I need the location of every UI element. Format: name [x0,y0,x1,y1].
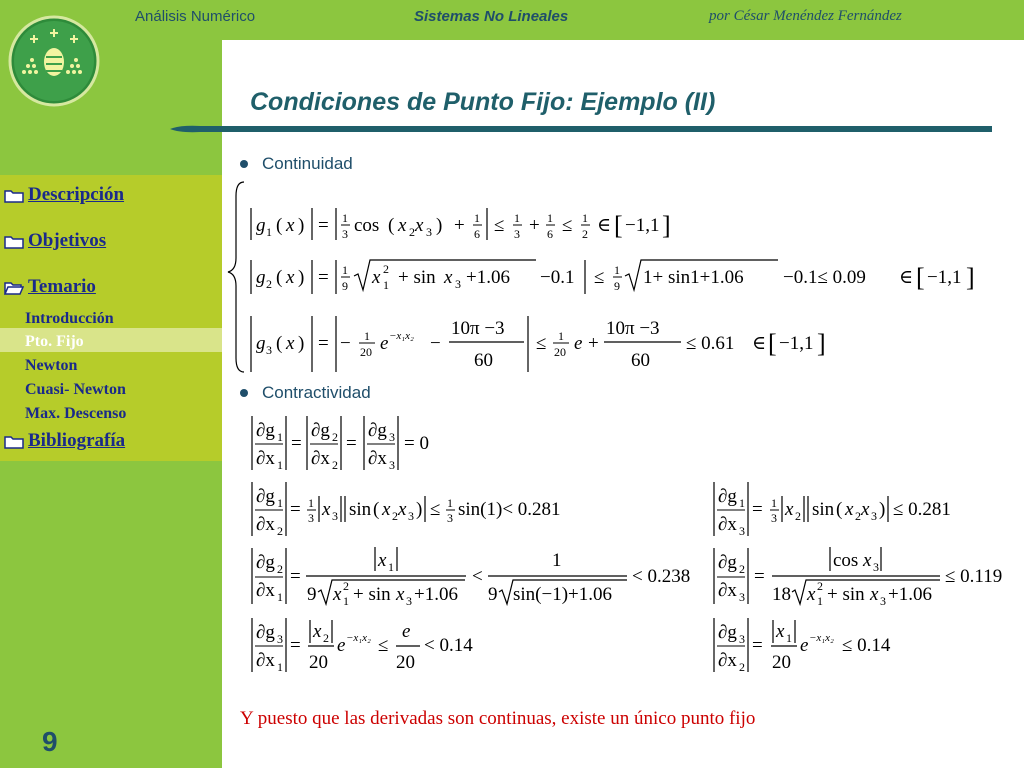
svg-text:3: 3 [389,430,395,444]
svg-text:1: 1 [817,594,823,608]
svg-text:1: 1 [514,211,520,225]
svg-text:6: 6 [547,227,553,241]
svg-text:(: ( [276,333,283,354]
svg-text:10π −3: 10π −3 [606,318,660,339]
svg-text:3: 3 [277,632,283,646]
author-name: por César Menéndez Fernández [709,8,902,24]
svg-text:sin: sin [812,499,835,520]
folder-icon [4,234,24,249]
svg-text:3: 3 [871,509,877,523]
svg-text:2: 2 [383,262,389,276]
svg-text:]: ] [662,211,671,240]
svg-text:e: e [800,635,809,656]
svg-text:(: ( [388,215,395,236]
svg-text:): ) [298,267,305,288]
svg-text:∂g: ∂g [256,622,275,643]
svg-text:2: 2 [739,660,745,674]
nav-section-label: Bibliografía [28,430,126,451]
svg-text:1: 1 [582,211,588,225]
nav-section-label: Descripción [28,184,125,205]
svg-text:3: 3 [771,511,777,525]
svg-text:≤: ≤ [536,333,547,354]
equation-g3-continuity [251,316,826,372]
svg-text:∂g: ∂g [718,486,737,507]
svg-text:3: 3 [332,509,338,523]
svg-text:−x₁x₂: −x₁x₂ [389,330,414,342]
svg-text:1: 1 [308,496,314,510]
svg-text:x: x [396,584,405,605]
svg-text:3: 3 [455,277,461,291]
svg-text:∈: ∈ [597,215,612,236]
svg-text:(: ( [276,215,283,236]
svg-text:−1,1: −1,1 [927,267,962,288]
svg-text:9: 9 [307,584,317,605]
svg-text:x: x [415,215,424,236]
svg-text:60: 60 [474,350,493,371]
svg-text:=: = [318,267,329,288]
svg-text:≤: ≤ [494,215,505,236]
svg-text:3: 3 [447,511,453,525]
svg-text:2: 2 [409,225,415,239]
svg-text:x: x [861,499,870,520]
svg-text:]: ] [817,329,826,358]
svg-text:1: 1 [266,225,272,239]
svg-text:+1.06: +1.06 [888,584,932,605]
svg-text:1: 1 [277,496,283,510]
svg-text:3: 3 [389,458,395,472]
svg-text:3: 3 [266,343,272,357]
svg-text:=: = [318,333,329,354]
page-number: 9 [42,726,58,757]
svg-text:20: 20 [360,345,372,359]
svg-text:18: 18 [772,584,791,605]
derivative-dg1-dx2 [252,482,561,538]
svg-text:e: e [574,333,583,354]
svg-text:2: 2 [855,509,861,523]
svg-text:[: [ [614,211,623,240]
svg-text:1: 1 [342,263,348,277]
svg-text:3: 3 [408,509,414,523]
svg-text:9: 9 [342,279,348,293]
svg-text:g: g [256,267,266,288]
svg-text:x: x [286,333,295,354]
svg-text:1: 1 [383,278,389,292]
nav-item-introduccion[interactable]: Introducción [25,310,114,327]
svg-text:+ sin: + sin [353,584,391,605]
svg-text:[: [ [768,329,777,358]
svg-text:=: = [291,433,302,454]
svg-text:x: x [378,550,387,571]
svg-text:x: x [444,267,453,288]
derivative-dg3-dx2 [714,618,891,674]
svg-text:x: x [333,584,342,605]
svg-text:9: 9 [614,279,620,293]
derivative-dg1-dx3 [714,482,951,538]
nav-item-newton[interactable]: Newton [25,357,78,374]
nav-item-max-descenso[interactable]: Max. Descenso [25,405,127,422]
svg-text:∂x: ∂x [256,514,275,535]
svg-text:): ) [298,215,305,236]
svg-text:≤: ≤ [378,635,389,656]
svg-text:1: 1 [277,590,283,604]
svg-text:1: 1 [786,631,792,645]
svg-text:1: 1 [342,211,348,225]
svg-text:+1.06: +1.06 [414,584,458,605]
svg-text:x: x [382,499,391,520]
svg-text:−0.1: −0.1 [540,267,575,288]
svg-text:<: < [472,566,483,587]
svg-text:∂x: ∂x [256,650,275,671]
svg-text:x: x [776,621,785,642]
svg-text:): ) [436,215,443,236]
svg-text:3: 3 [342,227,348,241]
svg-text:−1,1: −1,1 [625,215,660,236]
svg-text:3: 3 [739,524,745,538]
svg-text:2: 2 [582,227,588,241]
nav-section-descripcion[interactable] [4,184,124,206]
svg-text:x: x [372,267,381,288]
svg-text:10π −3: 10π −3 [451,318,505,339]
svg-text:=: = [318,215,329,236]
svg-text:1: 1 [547,211,553,225]
svg-text:∂g: ∂g [256,486,275,507]
svg-text:2: 2 [266,277,272,291]
svg-text:3: 3 [514,227,520,241]
svg-text:=: = [752,635,763,656]
svg-text:∂g: ∂g [311,420,330,441]
svg-text:x: x [313,621,322,642]
svg-text:x: x [398,499,407,520]
svg-text:≤ 0.61: ≤ 0.61 [686,333,735,354]
conclusion-text: Y puesto que las derivadas son continuas, existe un único punto fijo [240,708,756,729]
svg-text:3: 3 [308,511,314,525]
svg-text:=: = [346,433,357,454]
derivative-dg3-dx1 [252,618,473,674]
svg-text:1: 1 [614,263,620,277]
svg-text:3: 3 [739,590,745,604]
nav-section-label: Temario [28,276,96,297]
svg-text:6: 6 [474,227,480,241]
svg-text:x: x [322,499,331,520]
svg-text:1: 1 [343,594,349,608]
svg-text:∂x: ∂x [368,448,387,469]
svg-text:1: 1 [388,560,394,574]
svg-text:∂x: ∂x [718,514,737,535]
svg-text:≤ 0.14: ≤ 0.14 [842,635,891,656]
svg-text:−1,1: −1,1 [779,333,814,354]
svg-text:∂g: ∂g [256,420,275,441]
nav-section-bibliografia[interactable] [4,430,125,452]
derivative-dg2-dx1 [252,547,690,608]
svg-text:20: 20 [396,652,415,673]
svg-text:2: 2 [343,579,349,593]
svg-text:cos: cos [833,550,859,571]
bullet-label: Continuidad [262,154,353,173]
folder-icon [4,434,24,449]
svg-text:=: = [290,635,301,656]
svg-text:g: g [256,215,266,236]
svg-text:x: x [807,584,816,605]
svg-text:x: x [870,584,879,605]
svg-text:1: 1 [552,550,562,571]
svg-text:1: 1 [739,496,745,510]
svg-text:+: + [588,333,599,354]
nav-item-pto-fijo[interactable]: Pto. Fijo [25,333,84,350]
svg-text:x: x [785,499,794,520]
svg-text:(: ( [276,267,283,288]
svg-text:∂g: ∂g [256,552,275,573]
svg-text:sin(1)< 0.281: sin(1)< 0.281 [458,499,561,520]
svg-text:cos: cos [354,215,380,236]
bullet-label: Contractividad [262,383,371,402]
svg-text:< 0.238: < 0.238 [632,566,691,587]
svg-text:∂x: ∂x [256,580,275,601]
university-logo [4,2,100,120]
folder-icon [4,188,24,203]
equation-g2-continuity [251,260,975,294]
svg-text:=: = [290,499,301,520]
svg-text:+: + [454,215,465,236]
svg-text:(: ( [836,499,843,520]
course-name: Análisis Numérico [135,8,256,25]
svg-text:x: x [286,215,295,236]
svg-text:3: 3 [426,225,432,239]
svg-text:∂x: ∂x [311,448,330,469]
svg-text:x: x [863,550,872,571]
svg-text:< 0.14: < 0.14 [424,635,473,656]
svg-text:∂x: ∂x [256,448,275,469]
svg-text:∂g: ∂g [718,622,737,643]
svg-text:≤: ≤ [594,267,605,288]
svg-text:60: 60 [631,350,650,371]
svg-text:1: 1 [558,329,564,343]
nav-item-cuasi-newton[interactable]: Cuasi- Newton [25,381,126,398]
svg-text:+: + [529,215,540,236]
svg-text:[: [ [916,263,925,292]
svg-text:≤: ≤ [562,215,573,236]
svg-text:2: 2 [332,430,338,444]
svg-text:≤ 0.119: ≤ 0.119 [945,566,1003,587]
svg-text:−x₁x₂: −x₁x₂ [809,632,834,644]
svg-text:1: 1 [474,211,480,225]
svg-text:2: 2 [277,562,283,576]
svg-text:sin(−1)+1.06: sin(−1)+1.06 [513,584,613,605]
svg-text:= 0: = 0 [404,433,429,454]
svg-text:−x₁x₂: −x₁x₂ [346,632,371,644]
svg-text:=: = [754,566,765,587]
svg-text:∂g: ∂g [368,420,387,441]
svg-text:20: 20 [554,345,566,359]
svg-text:3: 3 [739,632,745,646]
svg-text:2: 2 [795,509,801,523]
svg-text:sin: sin [349,499,372,520]
svg-text:]: ] [966,263,975,292]
svg-text:2: 2 [817,579,823,593]
svg-text:≤ 0.281: ≤ 0.281 [893,499,951,520]
svg-text:∂g: ∂g [718,552,737,573]
svg-text:1: 1 [277,458,283,472]
nav-section-temario[interactable] [4,276,96,298]
svg-text:1: 1 [447,496,453,510]
svg-text:−: − [430,333,441,354]
topic-name: Sistemas No Lineales [414,8,569,25]
svg-text:∈: ∈ [752,333,767,354]
slide-title: Condiciones de Punto Fijo: Ejemplo (II) [250,88,716,116]
svg-text:3: 3 [406,594,412,608]
svg-text:x: x [845,499,854,520]
svg-text:+ sin: + sin [827,584,865,605]
svg-text:=: = [752,499,763,520]
svg-text:2: 2 [323,631,329,645]
svg-text:20: 20 [772,652,791,673]
svg-text:e: e [402,621,411,642]
svg-text:+ sin: + sin [398,267,436,288]
svg-text:x: x [398,215,407,236]
open-folder-icon [4,280,24,295]
svg-text:+1.06: +1.06 [466,267,510,288]
svg-text:3: 3 [873,560,879,574]
svg-text:e: e [380,333,389,354]
svg-text:2: 2 [332,458,338,472]
svg-text:2: 2 [739,562,745,576]
derivative-dg2-dx3 [714,547,1002,608]
svg-text:e: e [337,635,346,656]
svg-text:1: 1 [277,430,283,444]
svg-text:2: 2 [392,509,398,523]
svg-text:1: 1 [364,329,370,343]
svg-text:x: x [286,267,295,288]
svg-text:∂x: ∂x [718,580,737,601]
svg-text:(: ( [373,499,380,520]
svg-text:9: 9 [488,584,498,605]
derivative-diagonal-zero [252,416,429,472]
svg-text:=: = [290,566,301,587]
equation-g1-continuity [251,208,671,241]
svg-text:1+ sin1+1.06: 1+ sin1+1.06 [643,267,744,288]
svg-text:∂x: ∂x [718,650,737,671]
nav-section-label: Objetivos [28,230,107,251]
svg-text:g: g [256,333,266,354]
nav-section-objetivos[interactable] [4,230,106,252]
svg-text:20: 20 [309,652,328,673]
svg-text:1: 1 [771,496,777,510]
svg-text:−: − [340,333,351,354]
svg-text:): ) [416,499,423,520]
svg-text:2: 2 [277,524,283,538]
svg-text:1: 1 [277,660,283,674]
svg-text:3: 3 [880,594,886,608]
svg-text:): ) [298,333,305,354]
svg-text:): ) [879,499,886,520]
svg-text:−0.1≤ 0.09: −0.1≤ 0.09 [783,267,866,288]
svg-text:∈: ∈ [899,267,914,288]
svg-text:≤: ≤ [430,499,441,520]
